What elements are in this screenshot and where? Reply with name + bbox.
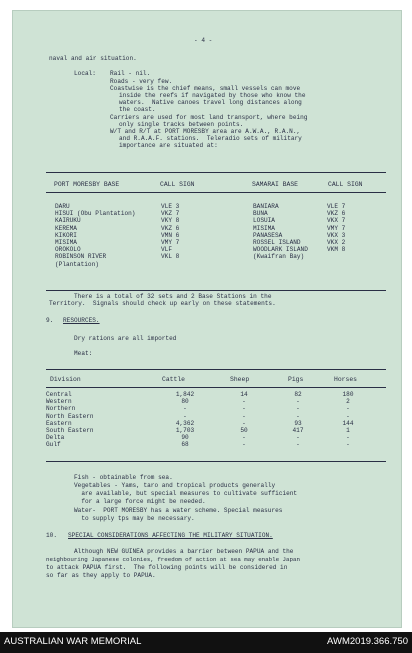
- table-cell: 90: [181, 434, 189, 442]
- table-cell: VLE 7: [327, 203, 346, 210]
- table-cell: 4,362: [175, 419, 195, 427]
- resources-note-line: Vegetables - Yams, taro and tropical products generally: [74, 482, 276, 489]
- table-cell: -: [242, 412, 246, 420]
- table-cell: -: [296, 405, 300, 413]
- table-cell: -: [242, 419, 246, 427]
- section-title: RESOURCES.: [63, 317, 100, 324]
- table-cell: South Eastern: [46, 427, 94, 435]
- table-cell: VKM 8: [327, 246, 346, 254]
- footer-accession: AWM2019.366.750: [327, 636, 408, 647]
- table-row: [55, 253, 375, 260]
- table-cell: [161, 261, 253, 268]
- table-cell: [327, 253, 375, 260]
- resources-note-line: Fish - obtainable from sea.: [74, 474, 173, 481]
- column-header: Horses: [334, 376, 358, 383]
- column-header: Pigs: [288, 376, 304, 383]
- table-cell: 417: [292, 427, 304, 435]
- document-page: [12, 10, 402, 628]
- section-title: SPECIAL CONSIDERATIONS AFFECTING THE MILITARY SITUATION.: [68, 532, 273, 539]
- dry-rations-line: Dry rations are all imported: [74, 335, 177, 342]
- local-line: Carriers are used for most land transport, where being: [110, 114, 308, 121]
- table-rule: [46, 387, 386, 388]
- column-header: Sheep: [230, 376, 250, 383]
- stations-table: [55, 203, 375, 268]
- intro-line: naval and air situation.: [49, 55, 137, 62]
- table-cell: 93: [294, 419, 302, 427]
- local-line: W/T and R/T at PORT MORESBY area are A.W.A., R.A.N.,: [110, 128, 301, 135]
- table-cell: 68: [181, 441, 189, 449]
- table-cell: VMY 7: [161, 239, 180, 247]
- table-rule: [46, 290, 386, 291]
- table-cell: 180: [342, 391, 354, 398]
- table-row: [55, 203, 375, 210]
- local-line: and R.A.A.F. stations. Teleradio sets of military: [119, 135, 302, 142]
- table-cell: VKX 3: [327, 231, 346, 239]
- table-row: [46, 434, 372, 441]
- section10-line: so far as they apply to PAPUA.: [46, 572, 156, 579]
- table-cell: -: [346, 441, 350, 449]
- table-cell: -: [242, 398, 246, 406]
- table-cell: 14: [240, 391, 248, 398]
- table-cell: VKY 8: [161, 217, 180, 225]
- table-cell: HISUI (Obu Plantation): [55, 210, 136, 218]
- resources-note-line: Water- PORT MORESBY has a water scheme. Special measures: [74, 507, 283, 514]
- table-row: [46, 413, 372, 420]
- table-cell: VLE 3: [161, 203, 180, 210]
- local-line: waters. Native canoes travel long distances along: [119, 99, 302, 106]
- table-cell: -: [242, 441, 246, 449]
- table-cell: 50: [240, 427, 248, 435]
- local-line: importance are situated at:: [119, 142, 218, 149]
- table-cell: VKZ 6: [327, 210, 346, 218]
- table-row: [46, 427, 372, 434]
- resources-note-line: are available, but special measures to cultivate sufficient: [74, 490, 298, 497]
- local-line: only single tracks between points.: [119, 121, 244, 128]
- section10-line: neighbouring Japanese colonies, freedom of action at sea may enable Japan: [46, 556, 300, 563]
- table-cell: 1: [346, 427, 350, 435]
- table-row: [55, 261, 375, 268]
- column-header: CALL SIGN: [328, 181, 363, 188]
- table-cell: BUNA: [253, 210, 268, 218]
- table-cell: Gulf: [46, 441, 61, 449]
- table-cell: -: [296, 412, 300, 420]
- livestock-table: [46, 391, 372, 449]
- column-header: PORT MORESBY BASE: [54, 181, 120, 188]
- column-header: SAMARAI BASE: [252, 181, 299, 188]
- section10-line: Although NEW GUINEA provides a barrier between PAPUA and the: [74, 548, 294, 555]
- local-line: Coastwise is the chief means, small vessels can move: [110, 85, 301, 92]
- section10-line: to attack PAPUA first. The following points will be considered in: [46, 564, 288, 571]
- table-cell: VKX 7: [327, 217, 346, 225]
- table-rule: [46, 369, 386, 370]
- table-cell: ROSSEL ISLAND: [253, 239, 301, 247]
- table-row: [46, 405, 372, 412]
- table-cell: DARU: [55, 203, 70, 210]
- table-row: [46, 441, 372, 448]
- table-cell: KAIRUKU: [55, 217, 81, 225]
- table-cell: Western: [46, 398, 72, 406]
- table-cell: -: [296, 434, 300, 442]
- table-cell: -: [242, 434, 246, 442]
- table-cell: MISIMA: [55, 239, 77, 247]
- table-cell: [327, 261, 375, 268]
- table-cell: 82: [294, 391, 302, 398]
- table-cell: 80: [181, 398, 189, 406]
- stations-note-line: There is a total of 32 sets and 2 Base Stations in the: [74, 293, 272, 300]
- table-cell: 1,842: [175, 391, 195, 398]
- table-cell: PANASESA: [253, 231, 283, 239]
- table-cell: -: [346, 405, 350, 413]
- table-cell: (Kwaifran Bay): [253, 253, 305, 261]
- table-cell: -: [296, 398, 300, 406]
- table-cell: LOSUIA: [253, 217, 275, 225]
- table-cell: VKX 2: [327, 239, 346, 247]
- table-row: [55, 225, 375, 232]
- resources-note-line: to supply tps may be necessary.: [74, 515, 195, 522]
- table-row: [55, 210, 375, 217]
- section-number: 10.: [46, 532, 57, 539]
- footer-source: AUSTRALIAN WAR MEMORIAL: [4, 636, 142, 647]
- table-row: [46, 391, 372, 398]
- table-cell: OROKOLO: [55, 246, 81, 254]
- table-cell: (Plantation): [55, 260, 99, 268]
- table-cell: WOODLARK ISLAND: [253, 246, 308, 254]
- table-cell: -: [296, 441, 300, 449]
- table-cell: VKL 8: [161, 253, 180, 261]
- table-cell: VKZ 6: [161, 224, 180, 232]
- local-line: inside the reefs if navigated by those who know the: [119, 92, 306, 99]
- table-rule: [46, 192, 386, 193]
- table-cell: -: [346, 412, 350, 420]
- table-cell: Central: [46, 391, 72, 398]
- table-cell: VLF: [161, 246, 172, 254]
- table-rule: [46, 172, 386, 173]
- table-cell: KIKORI: [55, 231, 77, 239]
- column-header: Cattle: [162, 376, 186, 383]
- table-cell: -: [183, 412, 187, 420]
- table-cell: MISIMA: [253, 224, 275, 232]
- page-number: - 4 -: [194, 37, 213, 44]
- table-row: [55, 239, 375, 246]
- resources-note-line: for a large force might be needed.: [74, 498, 206, 505]
- table-cell: VMY 7: [327, 224, 346, 232]
- table-cell: [253, 261, 327, 268]
- stations-note-line: Territory. Signals should check up early on these statements.: [49, 300, 276, 307]
- table-cell: ROBINSON RIVER: [55, 253, 107, 261]
- local-line: the coast.: [119, 106, 156, 113]
- table-row: [55, 217, 375, 224]
- table-cell: -: [242, 405, 246, 413]
- table-cell: -: [183, 405, 187, 413]
- table-cell: North Eastern: [46, 412, 94, 420]
- table-row: [55, 246, 375, 253]
- local-label: Local:: [74, 70, 96, 77]
- table-cell: Northern: [46, 405, 76, 413]
- rail-line: Rail - nil.: [110, 70, 151, 77]
- table-cell: KEREMA: [55, 224, 77, 232]
- table-cell: BANIARA: [253, 203, 279, 210]
- section-number: 9.: [46, 317, 54, 324]
- table-cell: 1,703: [175, 427, 195, 435]
- column-header: CALL SIGN: [160, 181, 195, 188]
- table-cell: VMN 6: [161, 231, 180, 239]
- table-row: [46, 420, 372, 427]
- meat-label: Meat:: [74, 350, 93, 357]
- table-cell: VKZ 7: [161, 210, 180, 218]
- table-row: [55, 232, 375, 239]
- roads-line: Roads - very few.: [110, 78, 173, 85]
- table-rule: [46, 461, 386, 462]
- table-cell: 2: [346, 398, 350, 406]
- table-cell: Delta: [46, 434, 65, 442]
- table-cell: Eastern: [46, 419, 72, 427]
- column-header: Division: [50, 376, 81, 383]
- table-row: [46, 398, 372, 405]
- footer-bar: [0, 632, 412, 653]
- table-cell: 144: [342, 419, 354, 427]
- table-cell: -: [346, 434, 350, 442]
